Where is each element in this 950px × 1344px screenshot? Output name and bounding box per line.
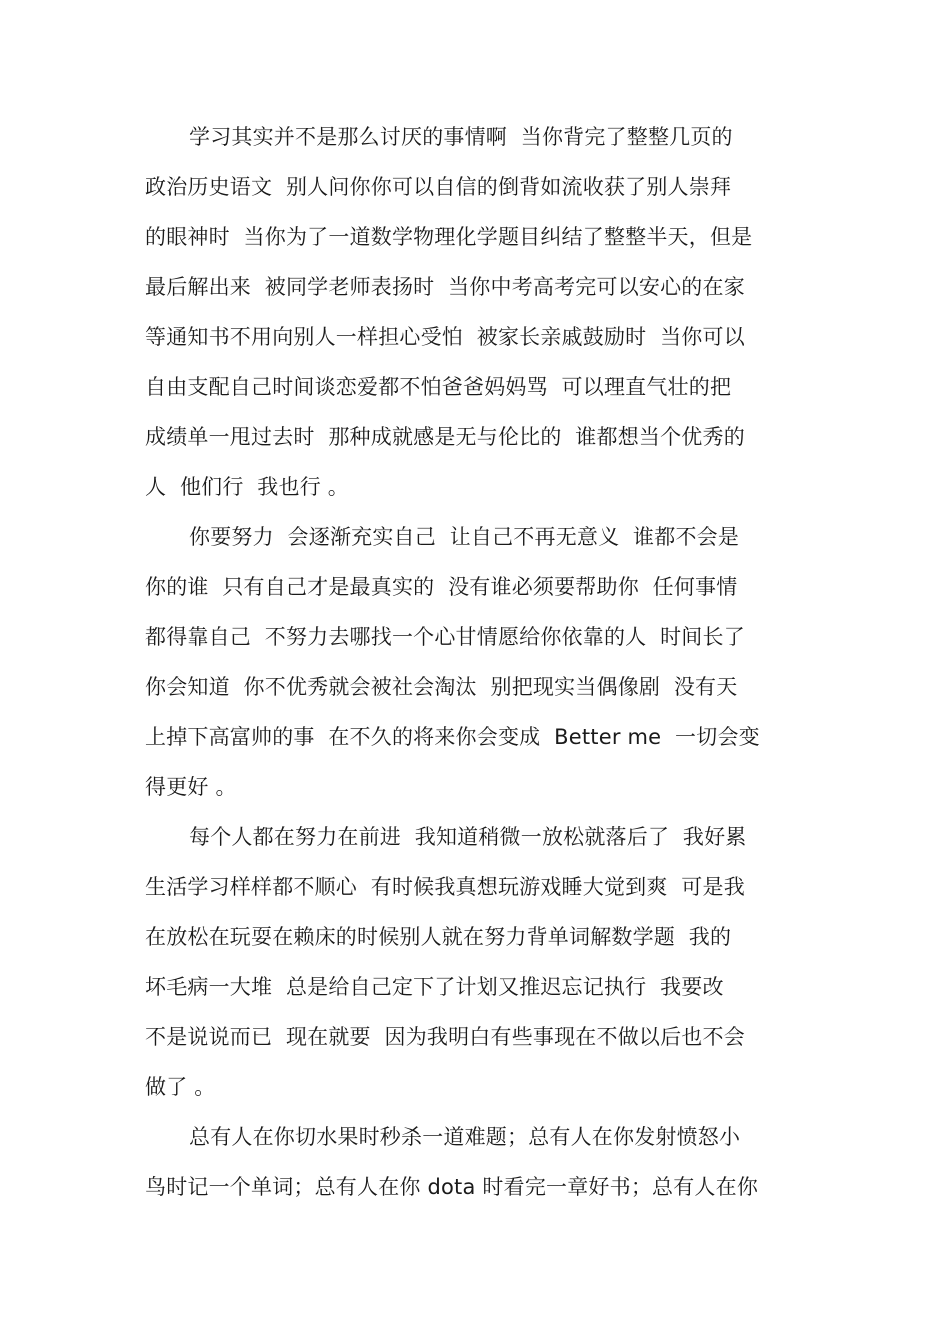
paragraph-line: 得更好 。 bbox=[145, 775, 237, 799]
paragraph-4 bbox=[145, 1112, 785, 1212]
paragraph-line: 每个人都在努力在前进 我知道稍微一放松就落后了 我好累 bbox=[189, 825, 747, 849]
paragraph-2 bbox=[145, 512, 785, 812]
paragraph-line: 你的谁 只有自己才是最真实的 没有谁必须要帮助你 任何事情 bbox=[145, 575, 738, 599]
paragraph-line: 生活学习样样都不顺心 有时候我真想玩游戏睡大觉到爽 可是我 bbox=[145, 875, 745, 899]
paragraph-3 bbox=[145, 812, 785, 1112]
document-body bbox=[145, 112, 785, 1212]
paragraph-line: 等通知书不用向别人一样担心受怕 被家长亲戚鼓励时 当你可以 bbox=[145, 325, 745, 349]
paragraph-line: 在放松在玩耍在赖床的时候别人就在努力背单词解数学题 我的 bbox=[145, 925, 732, 949]
paragraph-line: 成绩单一甩过去时 那种成就感是无与伦比的 谁都想当个优秀的 bbox=[145, 425, 745, 449]
paragraph-line: 的眼神时 当你为了一道数学物理化学题目纠结了整整半天，但是 bbox=[145, 225, 753, 249]
paragraph-line: 鸟时记一个单词；总有人在你 dota 时看完一章好书；总有人在你 bbox=[145, 1175, 759, 1199]
paragraph-line: 做了 。 bbox=[145, 1075, 216, 1099]
paragraph-line: 人 他们行 我也行 。 bbox=[145, 475, 349, 499]
paragraph-line: 上掉下高富帅的事 在不久的将来你会变成 Better me 一切会变 bbox=[145, 725, 760, 749]
paragraph-line: 都得靠自己 不努力去哪找一个心甘情愿给你依靠的人 时间长了 bbox=[145, 625, 745, 649]
paragraph-line: 你会知道 你不优秀就会被社会淘汰 别把现实当偶像剧 没有天 bbox=[145, 675, 738, 699]
paragraph-line: 坏毛病一大堆 总是给自己定下了计划又推迟忘记执行 我要改 bbox=[145, 975, 724, 999]
paragraph-line: 不是说说而已 现在就要 因为我明白有些事现在不做以后也不会 bbox=[145, 1025, 745, 1049]
paragraph-line: 学习其实并不是那么讨厌的事情啊 当你背完了整整几页的 bbox=[189, 125, 733, 149]
paragraph-line: 政治历史语文 别人问你你可以自信的倒背如流收获了别人崇拜 bbox=[145, 175, 732, 199]
paragraph-1 bbox=[145, 112, 785, 512]
paragraph-line: 你要努力 会逐渐充实自己 让自己不再无意义 谁都不会是 bbox=[189, 525, 740, 549]
paragraph-line: 自由支配自己时间谈恋爱都不怕爸爸妈妈骂 可以理直气壮的把 bbox=[145, 375, 732, 399]
paragraph-line: 总有人在你切水果时秒杀一道难题；总有人在你发射愤怒小 bbox=[189, 1125, 741, 1149]
paragraph-line: 最后解出来 被同学老师表扬时 当你中考高考完可以安心的在家 bbox=[145, 275, 745, 299]
